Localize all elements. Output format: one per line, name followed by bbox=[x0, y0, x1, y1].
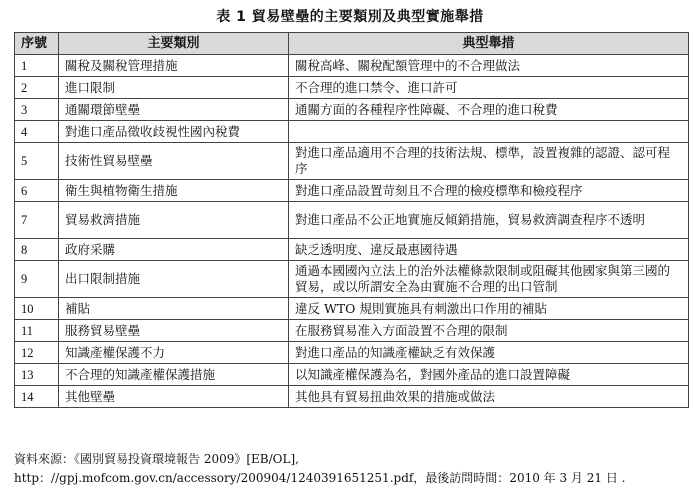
source-line-url: http：//gpj.mofcom.gov.cn/accessory/200904/1240391651251.pdf，最後訪問時間：2010 年 3 月 21 日 . bbox=[14, 471, 626, 485]
row-category: 通關環節壁壘 bbox=[59, 99, 289, 121]
table-row bbox=[15, 99, 689, 121]
row-measure: 以知識產權保護為名，對國外產品的進口設置障礙 bbox=[289, 364, 689, 386]
row-category: 知識產權保護不力 bbox=[59, 342, 289, 364]
row-category: 服務貿易壁壘 bbox=[59, 320, 289, 342]
source-note bbox=[14, 450, 688, 488]
table-row bbox=[15, 386, 689, 408]
row-measure: 通關方面的各種程序性障礙、不合理的進口稅費 bbox=[289, 99, 689, 121]
row-measure: 在服務貿易准入方面設置不合理的限制 bbox=[289, 320, 689, 342]
row-number: 1 bbox=[15, 55, 59, 77]
table-row bbox=[15, 342, 689, 364]
table-row bbox=[15, 239, 689, 261]
table-row bbox=[15, 202, 689, 239]
row-category: 補貼 bbox=[59, 298, 289, 320]
row-number: 7 bbox=[15, 202, 59, 239]
row-number: 5 bbox=[15, 143, 59, 180]
row-measure: 對進口產品適用不合理的技術法規、標準，設置複雜的認證、認可程序 bbox=[289, 143, 689, 180]
table-row bbox=[15, 143, 689, 180]
table-header-row bbox=[15, 33, 689, 55]
header-measure: 典型舉措 bbox=[289, 33, 689, 55]
row-measure: 通過本國國內立法上的治外法權條款限制或阻礙其他國家與第三國的貿易，或以所謂安全為由實施不合理的出口管制 bbox=[289, 261, 689, 298]
row-category: 技術性貿易壁壘 bbox=[59, 143, 289, 180]
row-number: 13 bbox=[15, 364, 59, 386]
header-category: 主要類別 bbox=[59, 33, 289, 55]
row-category: 對進口產品徵收歧視性國內稅費 bbox=[59, 121, 289, 143]
trade-barrier-table bbox=[14, 32, 689, 408]
row-number: 11 bbox=[15, 320, 59, 342]
row-number: 4 bbox=[15, 121, 59, 143]
row-measure: 不合理的進口禁令、進口許可 bbox=[289, 77, 689, 99]
row-measure: 違反 WTO 規則實施具有刺激出口作用的補貼 bbox=[289, 298, 689, 320]
row-category: 政府采購 bbox=[59, 239, 289, 261]
row-category: 出口限制措施 bbox=[59, 261, 289, 298]
table-row bbox=[15, 364, 689, 386]
header-number: 序號 bbox=[15, 33, 59, 55]
row-number: 6 bbox=[15, 180, 59, 202]
table-row bbox=[15, 121, 689, 143]
row-measure: 其他具有貿易扭曲效果的措施或做法 bbox=[289, 386, 689, 408]
row-number: 2 bbox=[15, 77, 59, 99]
row-number: 8 bbox=[15, 239, 59, 261]
row-category: 關稅及關稅管理措施 bbox=[59, 55, 289, 77]
table-row bbox=[15, 261, 689, 298]
row-category: 貿易救濟措施 bbox=[59, 202, 289, 239]
table-row bbox=[15, 180, 689, 202]
row-measure: 對進口產品設置苛刻且不合理的檢疫標準和檢疫程序 bbox=[289, 180, 689, 202]
row-category: 其他壁壘 bbox=[59, 386, 289, 408]
table-row bbox=[15, 55, 689, 77]
row-category: 衛生與植物衛生措施 bbox=[59, 180, 289, 202]
row-measure: 缺乏透明度、違反最惠國待遇 bbox=[289, 239, 689, 261]
row-category: 進口限制 bbox=[59, 77, 289, 99]
table-row bbox=[15, 77, 689, 99]
row-category: 不合理的知識產權保護措施 bbox=[59, 364, 289, 386]
table-caption: 表 1 貿易壁壘的主要類別及典型實施舉措 bbox=[216, 9, 484, 25]
row-number: 12 bbox=[15, 342, 59, 364]
row-measure: 對進口產品不公正地實施反傾銷措施，貿易救濟調查程序不透明 bbox=[289, 202, 689, 239]
source-line-reference: 資料來源：《國別貿易投資環境報告 2009》[EB/OL], bbox=[14, 452, 299, 466]
row-number: 14 bbox=[15, 386, 59, 408]
row-number: 9 bbox=[15, 261, 59, 298]
table-row bbox=[15, 320, 689, 342]
row-measure bbox=[289, 121, 689, 143]
table-row bbox=[15, 298, 689, 320]
row-number: 10 bbox=[15, 298, 59, 320]
row-number: 3 bbox=[15, 99, 59, 121]
row-measure: 對進口產品的知識產權缺乏有效保護 bbox=[289, 342, 689, 364]
row-measure: 關稅高峰、關稅配額管理中的不合理做法 bbox=[289, 55, 689, 77]
